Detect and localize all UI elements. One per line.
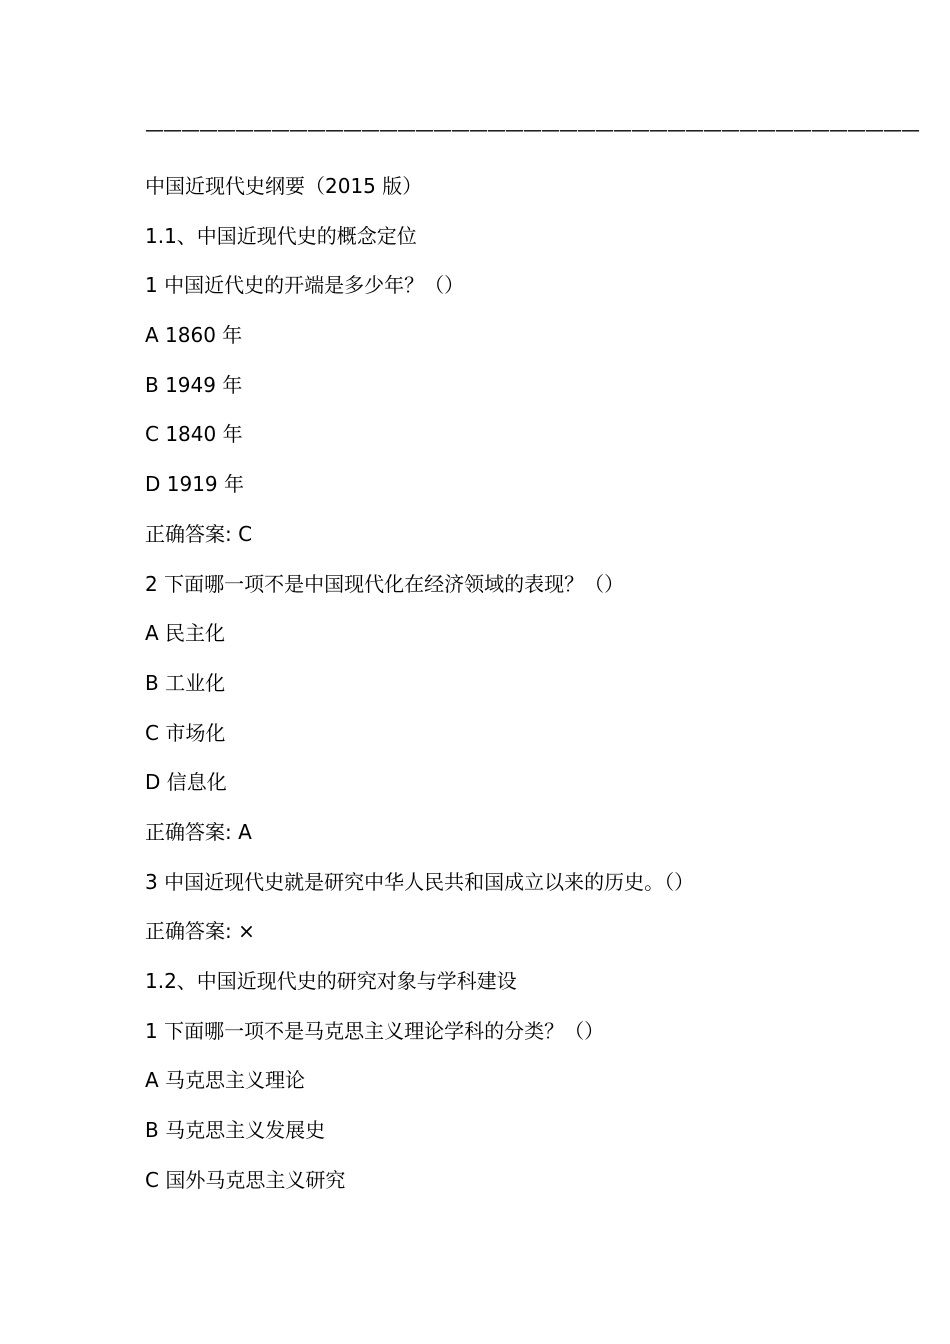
document-title: 中国近现代史纲要（2015 版） <box>145 174 423 198</box>
option-text: D 信息化 <box>145 770 227 795</box>
correct-answer: 正确答案: A <box>145 819 252 844</box>
option-text: A 马克思主义理论 <box>145 1068 306 1093</box>
option-text: C 国外马克思主义研究 <box>145 1167 346 1192</box>
question-text: 3 中国近现代史就是研究中华人民共和国成立以来的历史。（） <box>145 869 695 894</box>
section-heading: 1.2、中国近现代史的研究对象与学科建设 <box>145 969 517 993</box>
option-text: C 1840 年 <box>145 422 243 447</box>
document-body <box>145 168 845 1211</box>
correct-answer: 正确答案: C <box>145 521 253 546</box>
option-text: D 1919 年 <box>145 472 245 497</box>
option-text: B 1949 年 <box>145 372 243 397</box>
option-text: C 市场化 <box>145 720 226 745</box>
separator-line: ——————————————————————————————————————————— <box>145 119 919 141</box>
option-text: A 1860 年 <box>145 323 243 348</box>
option-text: B 工业化 <box>145 670 226 695</box>
option-text: B 马克思主义发展史 <box>145 1118 326 1143</box>
option-text: A 民主化 <box>145 621 226 646</box>
question-text: 2 下面哪一项不是中国现代化在经济领域的表现？（） <box>145 571 625 596</box>
section-heading: 1.1、中国近现代史的概念定位 <box>145 223 417 248</box>
correct-answer: 正确答案: × <box>145 919 255 944</box>
question-text: 1 下面哪一项不是马克思主义理论学科的分类？（） <box>145 1018 605 1043</box>
question-text: 1 中国近代史的开端是多少年？（） <box>145 273 465 298</box>
